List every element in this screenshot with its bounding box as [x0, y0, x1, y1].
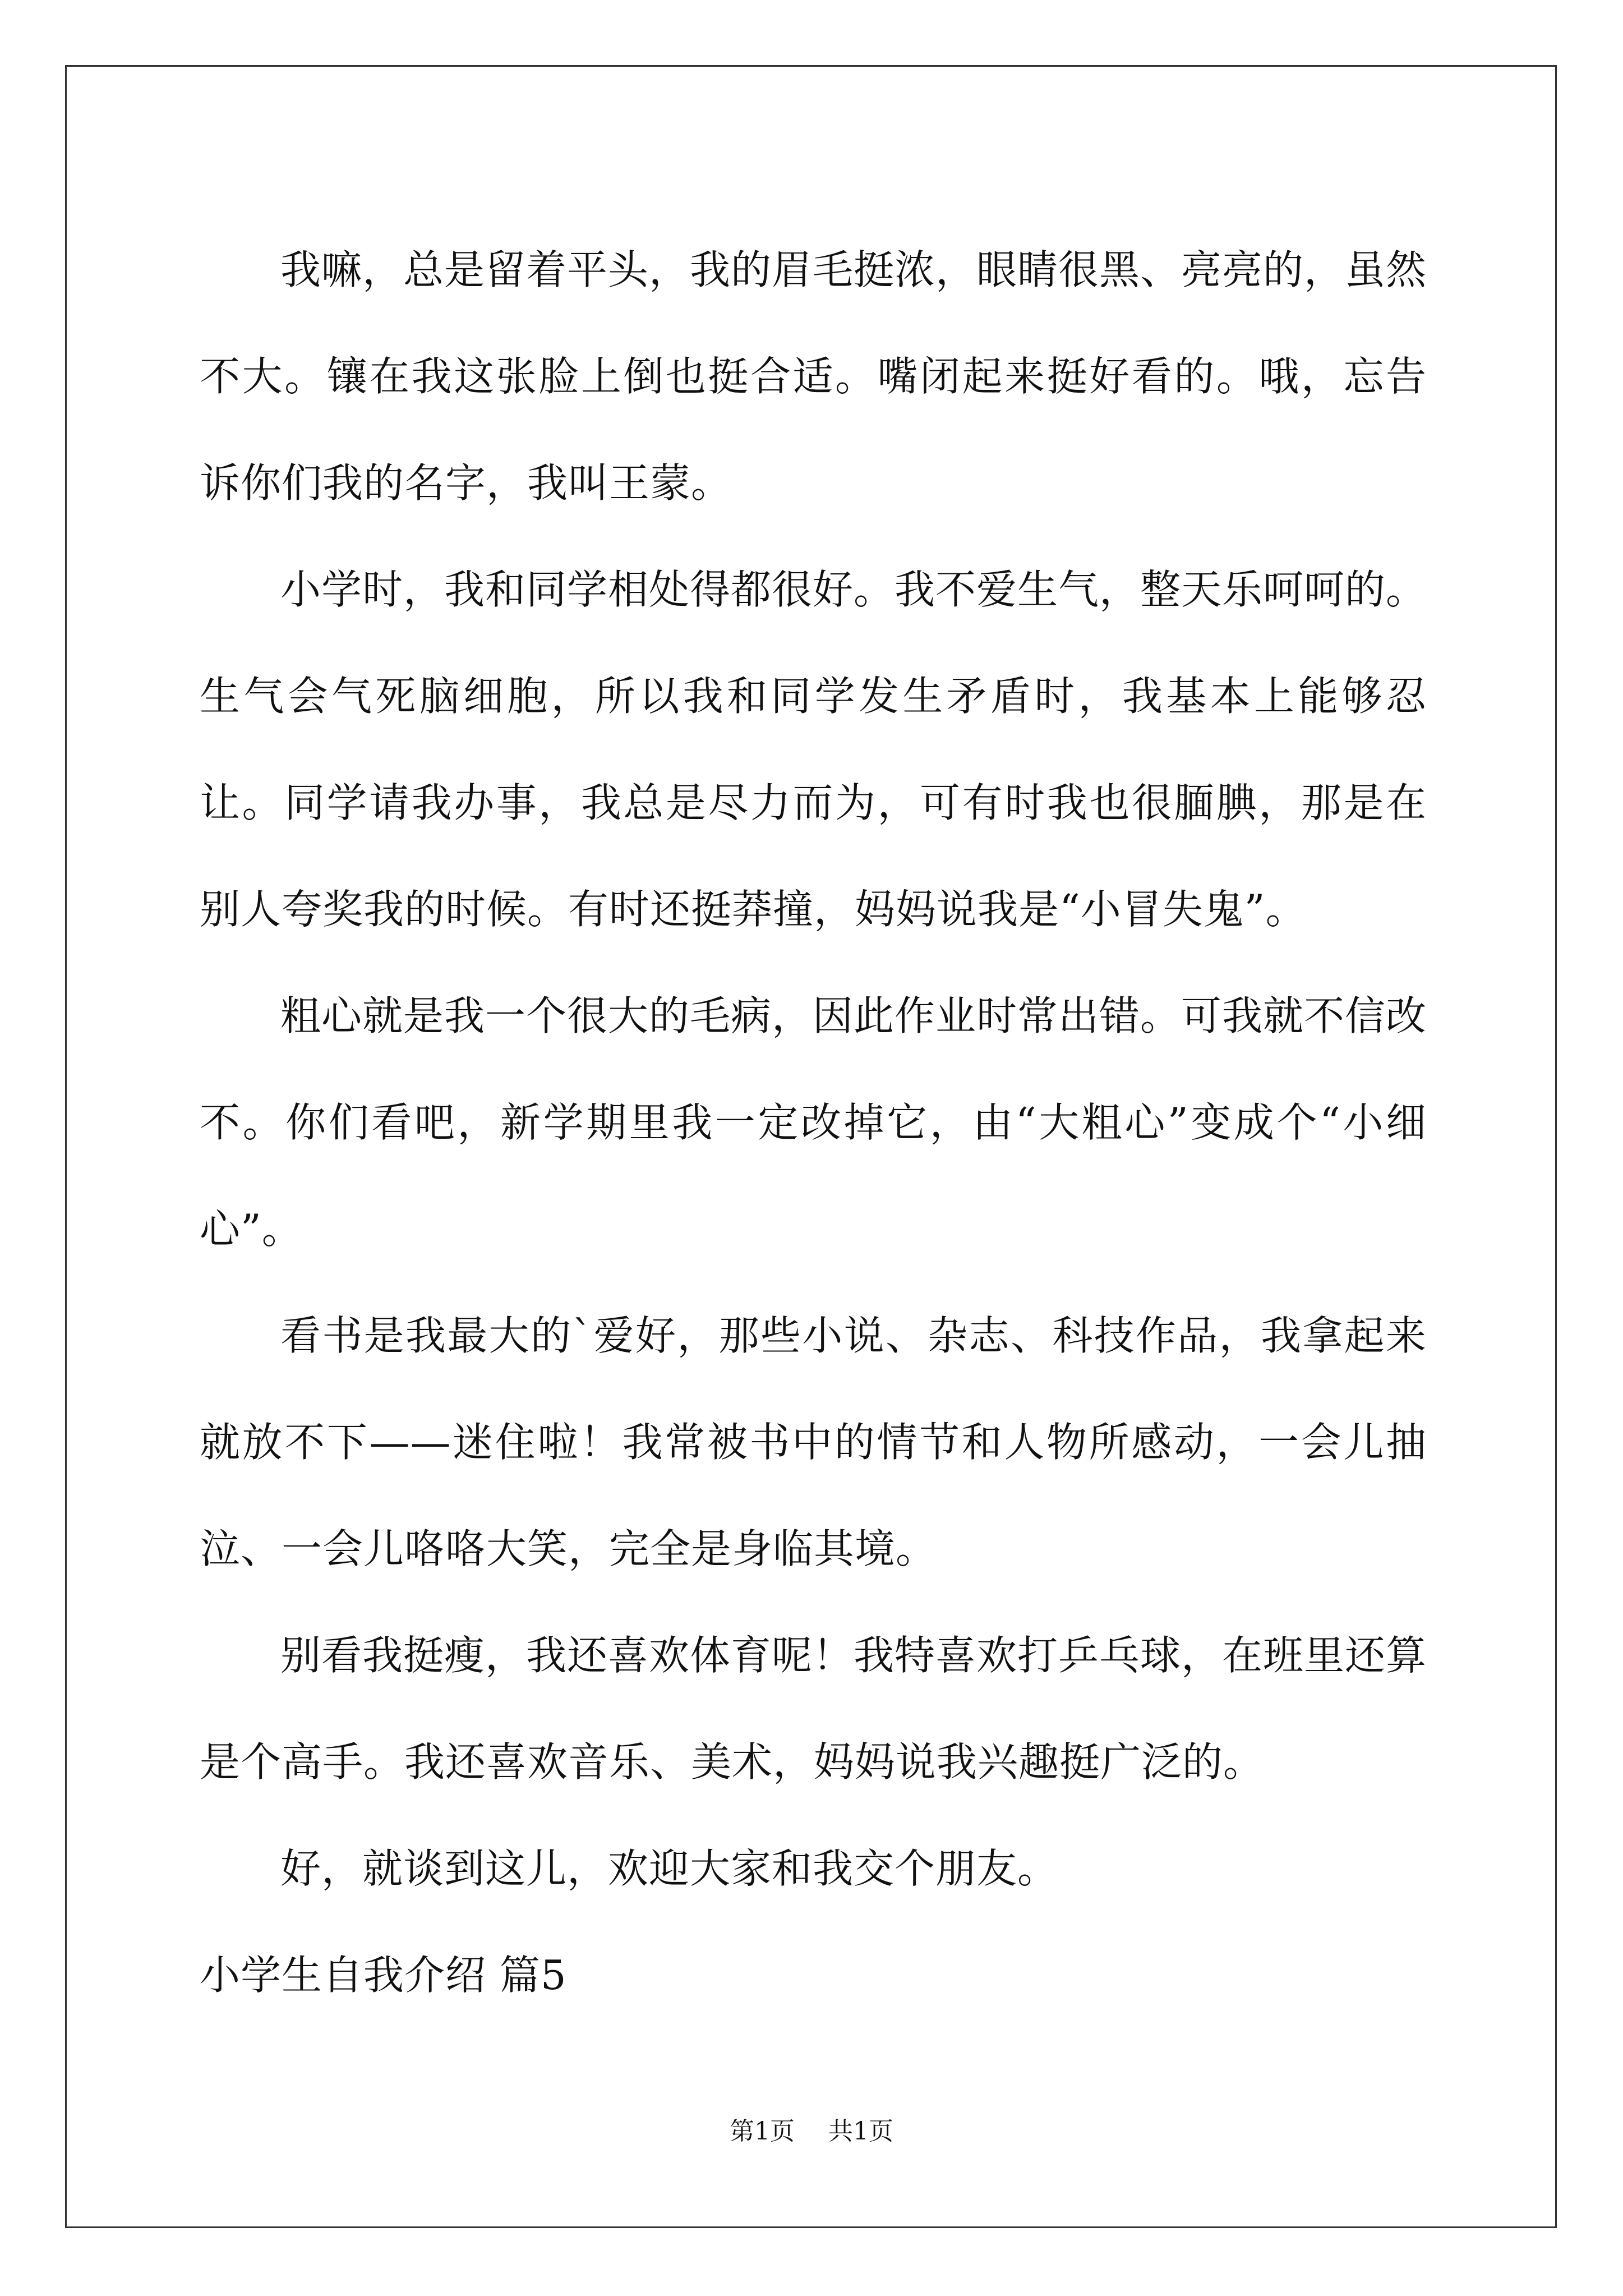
- paragraph-personality: 小学时，我和同学相处得都很好。我不爱生气，整天乐呵呵的。生气会气死脑细胞，所以我和同学发生矛盾时，我基本上能够忍让。同学请我办事，我总是尽力而为，可有时我也很腼腆，那是在别人夸奖我的时候。有时还挺莽撞，妈妈说我是“小冒失鬼”。: [200, 566, 1427, 933]
- document-body: [200, 217, 1427, 2028]
- paragraph-carelessness: 粗心就是我一个很大的毛病，因此作业时常出错。可我就不信改不。你们看吧，新学期里我一定改掉它，由“大粗心”变成个“小细心”。: [200, 992, 1427, 1253]
- paragraph-appearance: 我嘛，总是留着平头，我的眉毛挺浓，眼睛很黑、亮亮的，虽然不大。镶在我这张脸上倒也挺合适。嘴闭起来挺好看的。哦，忘告诉你们我的名字，我叫王蒙。: [200, 246, 1427, 507]
- paragraph-closing: 好，就谈到这儿，欢迎大家和我交个朋友。: [280, 1845, 1059, 1892]
- page-total: 共1页: [828, 2117, 893, 2146]
- page-footer: [0, 2115, 1623, 2148]
- paragraph-hobbies: 别看我挺瘦，我还喜欢体育呢！我特喜欢打乒乓球，在班里还算是个高手。我还喜欢音乐、美术，妈妈说我兴趣挺广泛的。: [200, 1632, 1427, 1786]
- paragraph-reading: 看书是我最大的`爱好，那些小说、杂志、科技作品，我拿起来就放不下——迷住啦！我常被书中的情节和人物所感动，一会儿抽泣、一会儿咯咯大笑，完全是身临其境。: [200, 1312, 1427, 1572]
- page-number: 第1页: [730, 2117, 795, 2146]
- section-heading: 小学生自我介绍 篇5: [200, 1952, 567, 1999]
